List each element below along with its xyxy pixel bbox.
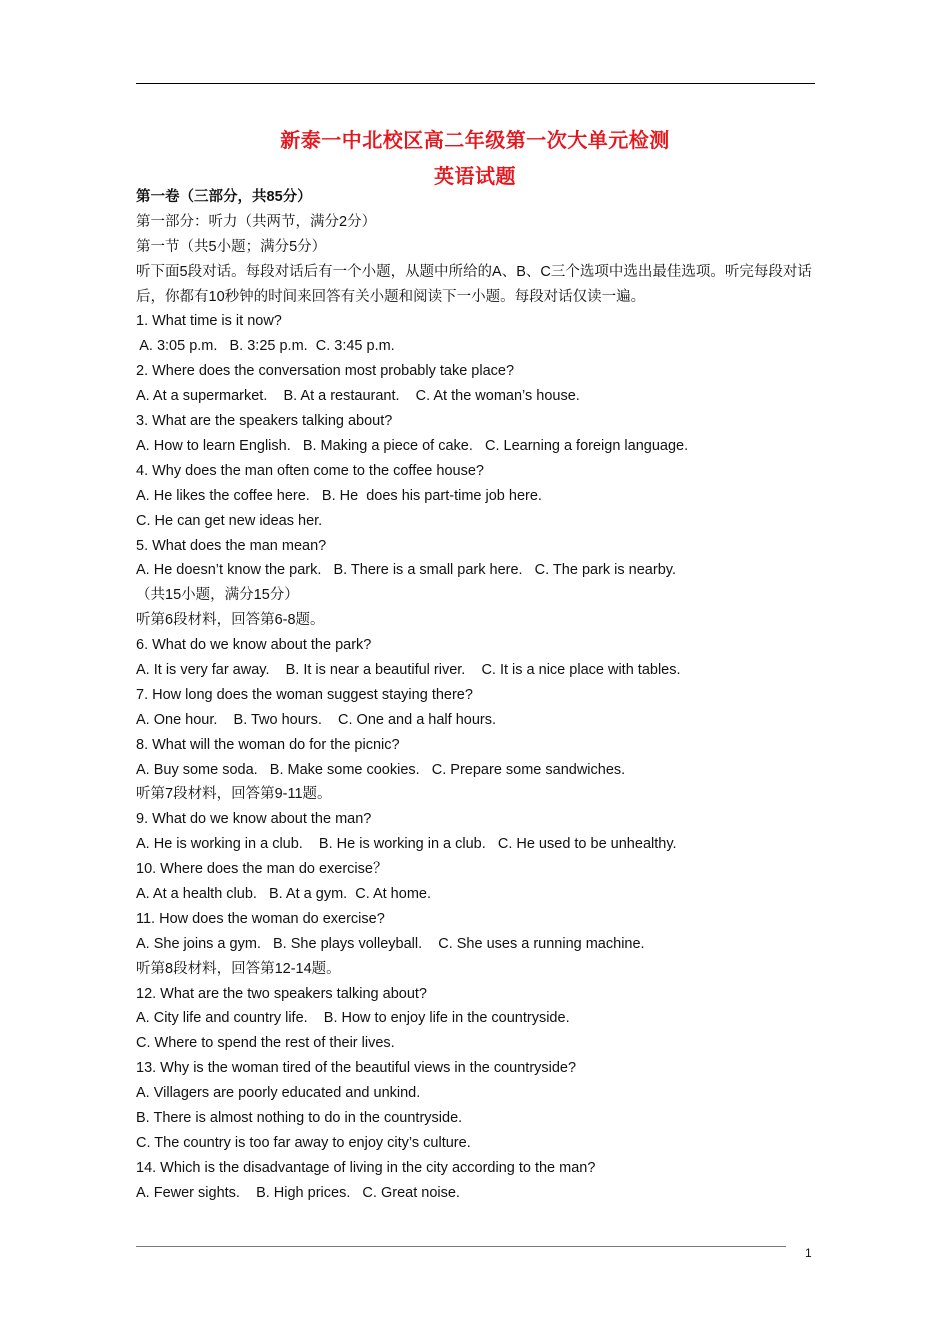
exam-subtitle: 英语试题	[434, 164, 516, 188]
question-13: 13. Why is the woman tired of the beautiful views in the countryside?	[136, 1060, 577, 1077]
question-5-options: A. He doesn’t know the park. B. There is a small park here. C. The park is nearby.	[136, 562, 676, 579]
section-heading: 第一节（共5小题；满分5分）	[136, 238, 327, 255]
question-6: 6. What do we know about the park?	[136, 637, 372, 654]
question-13-option-c: C. The country is too far away to enjoy city’s culture.	[136, 1134, 471, 1151]
question-10-options: A. At a health club. B. At a gym. C. At home.	[136, 885, 431, 902]
question-14: 14. Which is the disadvantage of living in the city according to the man?	[136, 1159, 596, 1176]
question-9-options: A. He is working in a club. B. He is working in a club. C. He used to be unhealthy.	[136, 836, 677, 853]
question-12: 12. What are the two speakers talking about?	[136, 985, 427, 1002]
question-2-options: A. At a supermarket. B. At a restaurant. C. At the woman’s house.	[136, 388, 580, 405]
volume-heading: 第一卷（三部分，共85分）	[136, 189, 312, 205]
question-7-options: A. One hour. B. Two hours. C. One and a half hours.	[136, 711, 497, 728]
question-10: 10. Where does the man do exercise？	[136, 861, 388, 878]
section-2-heading: （共15小题，满分15分）	[136, 587, 299, 604]
question-9: 9. What do we know about the man?	[136, 811, 372, 828]
question-11: 11. How does the woman do exercise?	[136, 910, 385, 927]
question-4-options-ab: A. He likes the coffee here. B. He does his part-time job here.	[136, 487, 542, 504]
page-number: 1	[805, 1246, 812, 1260]
footer-rule	[136, 1246, 786, 1247]
question-14-options: A. Fewer sights. B. High prices. C. Great noise.	[136, 1184, 460, 1201]
exam-title: 新泰一中北校区高二年级第一次大单元检测	[280, 128, 670, 152]
question-2: 2. Where does the conversation most probably take place?	[136, 363, 515, 380]
question-11-options: A. She joins a gym. B. She plays volleyball. C. She uses a running machine.	[136, 935, 645, 952]
material-8-heading: 听第8段材料，回答第12-14题。	[136, 960, 341, 977]
question-13-option-b: B. There is almost nothing to do in the countryside.	[136, 1109, 463, 1126]
question-6-options: A. It is very far away. B. It is near a beautiful river. C. It is a nice place with tables.	[136, 661, 681, 678]
question-8-options: A. Buy some soda. B. Make some cookies. C. Prepare some sandwiches.	[136, 761, 626, 778]
question-12-option-c: C. Where to spend the rest of their lives.	[136, 1035, 395, 1052]
exam-body	[136, 185, 816, 1206]
question-3-options: A. How to learn English. B. Making a piece of cake. C. Learning a foreign language.	[136, 437, 689, 454]
question-13-option-a: A. Villagers are poorly educated and unkind.	[136, 1085, 421, 1102]
part-heading: 第一部分：听力（共两节，满分2分）	[136, 213, 377, 230]
question-4: 4. Why does the man often come to the coffee house?	[136, 462, 484, 479]
header-rule	[136, 83, 815, 84]
question-5: 5. What does the man mean?	[136, 537, 327, 554]
question-8: 8. What will the woman do for the picnic?	[136, 736, 400, 753]
question-4-option-c: C. He can get new ideas her.	[136, 512, 323, 529]
question-1: 1. What time is it now?	[136, 313, 282, 330]
material-7-heading: 听第7段材料，回答第9-11题。	[136, 786, 332, 803]
instructions: 听下面5段对话。每段对话后有一个小题，从题中所给的A、B、C三个选项中选出最佳选项。听完每段对话后，你都有10秒钟的时间来回答有关小题和阅读下一小题。每段对话仅读一遍。	[136, 263, 812, 305]
question-12-options-ab: A. City life and country life. B. How to enjoy life in the countryside.	[136, 1010, 570, 1027]
question-3: 3. What are the speakers talking about?	[136, 413, 393, 430]
question-7: 7. How long does the woman suggest staying there?	[136, 686, 473, 703]
material-6-heading: 听第6段材料，回答第6-8题。	[136, 612, 325, 629]
question-1-options: A. 3:05 p.m. B. 3:25 p.m. C. 3:45 p.m.	[136, 338, 395, 355]
